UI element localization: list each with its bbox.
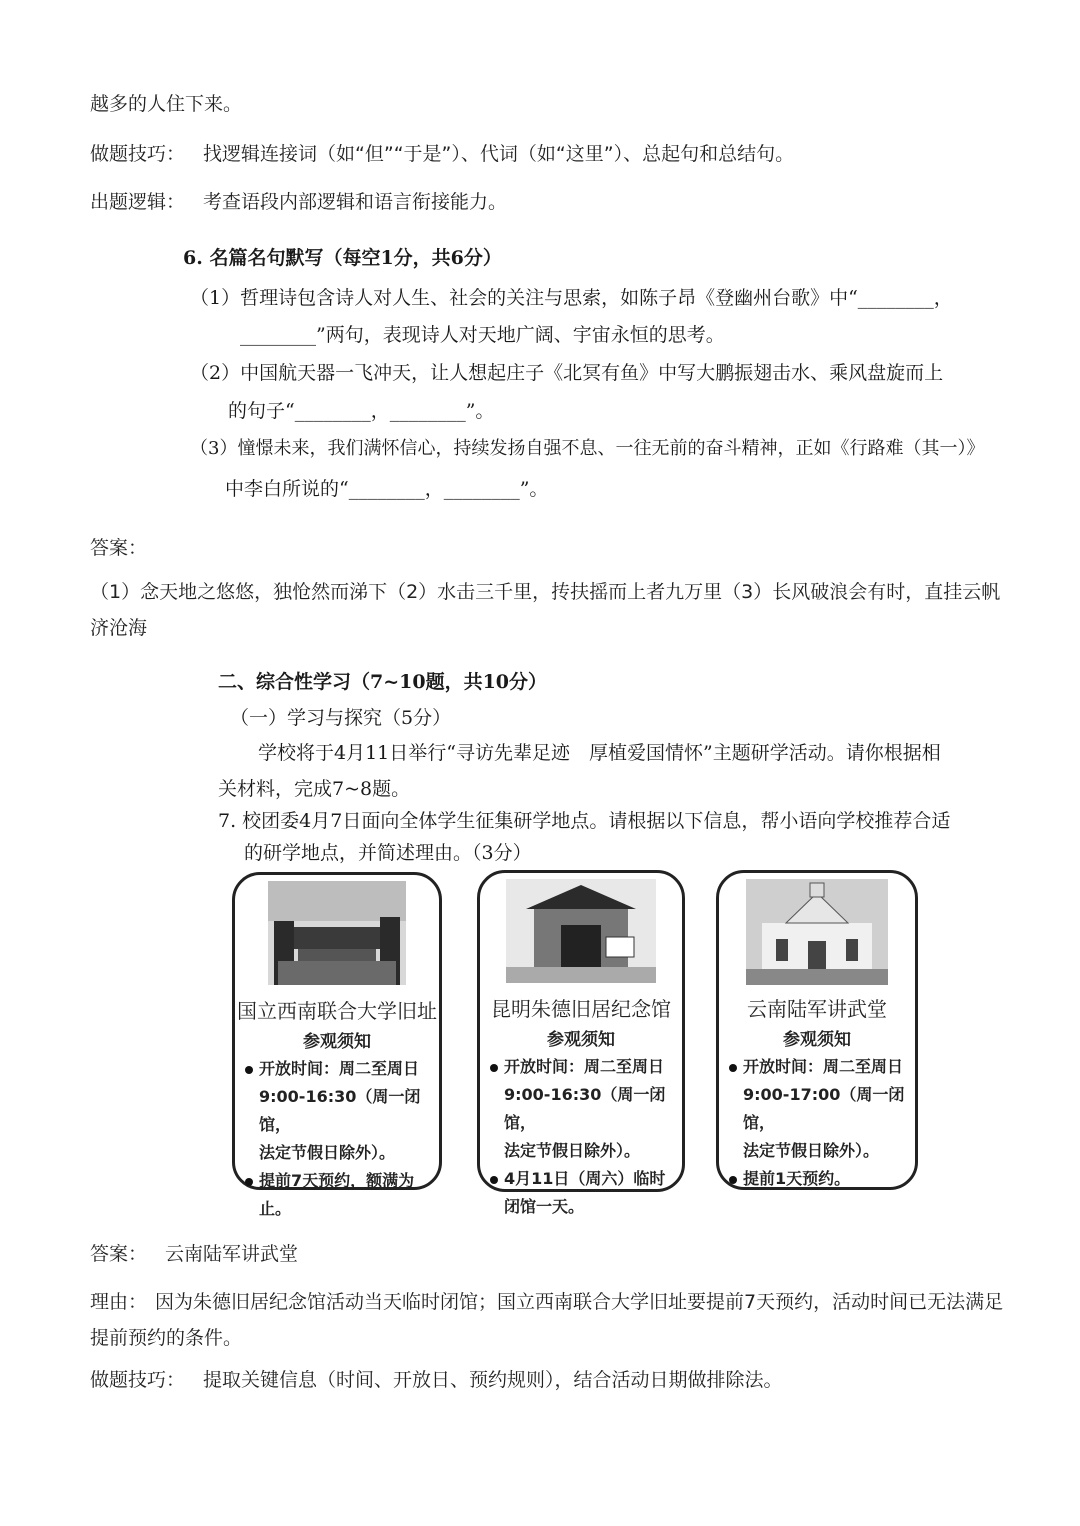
q6-p1a: （1）哲理诗包含诗人对人生、社会的关注与思索，如陈子昂《登幽州台歌》中“________，: [190, 287, 953, 309]
card-jiangwutang-b1c: 法定节假日除外）。: [743, 1141, 880, 1160]
tip-line-2: [90, 1362, 783, 1398]
card-jiangwutang-b1b: 9:00-17:00（周一闭馆，: [743, 1085, 905, 1132]
card-lianda-body: [245, 1055, 431, 1223]
bullet-icon: [490, 1064, 498, 1072]
bullet-icon: [729, 1176, 737, 1184]
reason-line: [90, 1284, 1005, 1356]
answer6-label: 答案：: [90, 537, 148, 559]
q6-p1b: ________”两句，表现诗人对天地广阔、宇宙永恒的思考。: [240, 324, 725, 346]
card-zhude-b1: 开放时间：周二至周日: [504, 1057, 665, 1076]
card-zhude-b1b: 9:00-16:30（周一闭馆，: [504, 1085, 666, 1132]
bullet-icon: [729, 1064, 737, 1072]
card-zhude-b2b: 闭馆一天。: [504, 1197, 585, 1216]
section2-title: 二、综合性学习（7~10题，共10分）: [218, 671, 548, 693]
q7-line-b: 的研学地点，并简述理由。（3分）: [244, 842, 532, 864]
q6-p2b: 的句子“________，________”。: [228, 400, 495, 422]
lianda-photo: [268, 881, 406, 985]
bullet-icon: [490, 1176, 498, 1184]
card-jiangwutang-b2: 提前1天预约。: [743, 1169, 851, 1188]
answer7-line: [90, 1236, 298, 1272]
text-continuation: 越多的人住下来。: [90, 93, 243, 115]
card-lianda-b2b: 止。: [259, 1199, 292, 1218]
card-lianda-sub: 参观须知: [303, 1032, 371, 1052]
card-zhude-sub: 参观须知: [547, 1030, 615, 1050]
card-lianda-b1b: 9:00-16:30（周一闭馆，: [259, 1087, 421, 1134]
logic-text: 考查语段内部逻辑和语言衔接能力。: [203, 191, 508, 213]
card-zhude-body: [490, 1053, 674, 1221]
card-jiangwutang-body: [729, 1053, 907, 1193]
card-lianda-b1c: 法定节假日除外）。: [259, 1143, 396, 1162]
reason-label: 理由：: [90, 1291, 148, 1313]
bullet-icon: [245, 1178, 253, 1186]
answer7-text: 云南陆军讲武堂: [165, 1243, 299, 1265]
card-jiangwutang: [716, 870, 918, 1190]
section2-intro-a: 学校将于4月11日举行“寻访先辈足迹 厚植爱国情怀”主题研学活动。请你根据相: [258, 742, 941, 764]
logic-label: 出题逻辑：: [90, 191, 186, 213]
bullet-icon: [245, 1066, 253, 1074]
card-zhude: [477, 870, 685, 1216]
card-jiangwutang-title: 云南陆军讲武堂: [747, 997, 887, 1021]
card-lianda: [232, 872, 442, 1218]
q6-p3b: 中李白所说的“________，________”。: [225, 478, 549, 500]
q6-title: 6. 名篇名句默写（每空1分，共6分）: [183, 247, 502, 269]
tip2-label: 做题技巧：: [90, 1369, 186, 1391]
card-lianda-title: 国立西南联合大学旧址: [237, 999, 437, 1023]
jiangwutang-photo: [746, 879, 888, 985]
tip-text: 找逻辑连接词（如“但”“于是”）、代词（如“这里”）、总起句和总结句。: [203, 143, 795, 165]
q6-p2a: （2）中国航天器一飞冲天，让人想起庄子《北冥有鱼》中写大鹏振翅击水、乘风盘旋而上: [190, 362, 944, 384]
card-lianda-b1: 开放时间：周二至周日: [259, 1059, 420, 1078]
reason-text: 因为朱德旧居纪念馆活动当天临时闭馆；国立西南联合大学旧址要提前7天预约，活动时间已无法满足提前预约的条件。: [90, 1291, 1004, 1349]
section2-sub: （一）学习与探究（5分）: [230, 707, 452, 729]
card-lianda-b2: 提前7天预约，额满为: [259, 1171, 415, 1190]
q7-line-a: 7. 校团委4月7日面向全体学生征集研学地点。请根据以下信息，帮小语向学校推荐合适: [218, 810, 951, 832]
answer7-label: 答案：: [90, 1243, 148, 1265]
q6-p3a: （3）憧憬未来，我们满怀信心，持续发扬自强不息、一往无前的奋斗精神，正如《行路难（其一）》: [190, 438, 985, 459]
card-jiangwutang-b1: 开放时间：周二至周日: [743, 1057, 904, 1076]
card-jiangwutang-sub: 参观须知: [783, 1030, 851, 1050]
answer6-text: （1）念天地之悠悠，独怆然而涕下（2）水击三千里，抟扶摇而上者九万里（3）长风破浪会有时，直挂云帆济沧海: [90, 581, 1001, 639]
card-zhude-b1c: 法定节假日除外）。: [504, 1141, 641, 1160]
card-zhude-b2: 4月11日（周六）临时: [504, 1169, 666, 1188]
section2-intro-b: 关材料，完成7~8题。: [218, 778, 411, 800]
zhude-photo: [506, 879, 656, 983]
card-zhude-title: 昆明朱德旧居纪念馆: [491, 997, 671, 1021]
tip2-text: 提取关键信息（时间、开放日、预约规则），结合活动日期做排除法。: [203, 1369, 783, 1391]
tip-label: 做题技巧：: [90, 143, 186, 165]
